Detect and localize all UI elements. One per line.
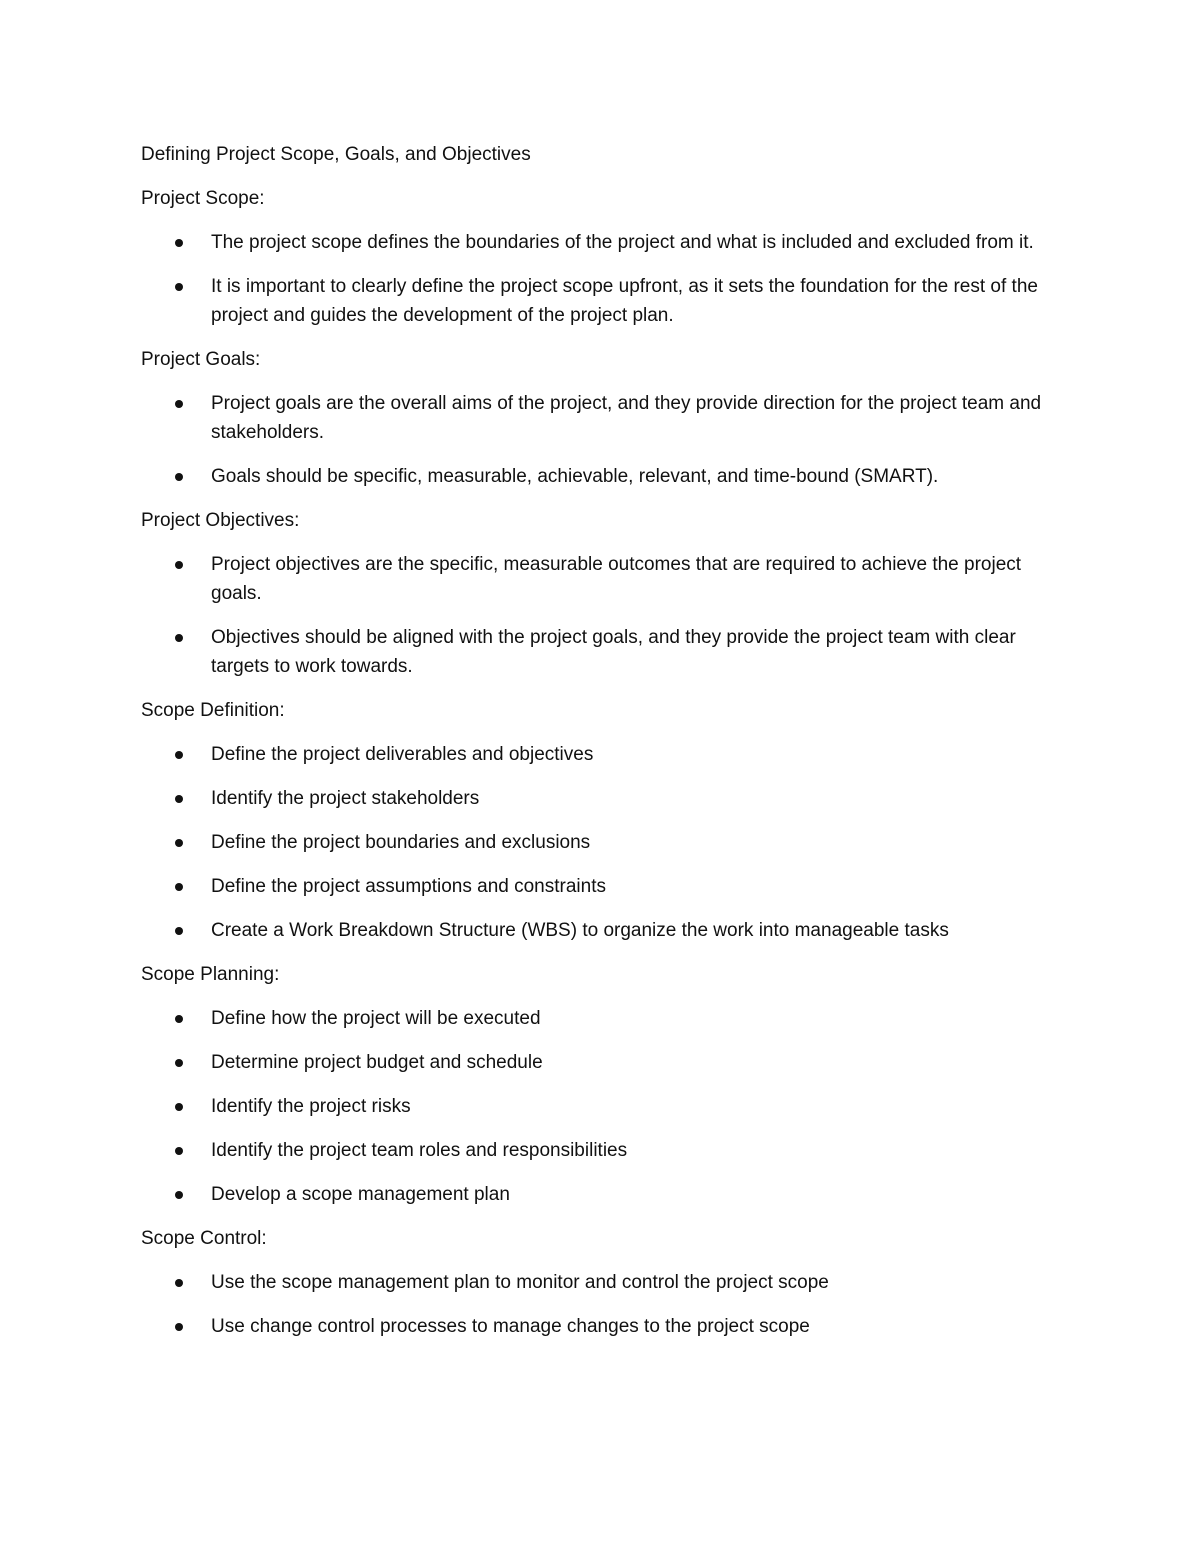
bullet-text: It is important to clearly define the project scope upfront, as it sets the foundation for the rest of the project and guides the development of the project plan. bbox=[211, 276, 1038, 326]
bullet-icon bbox=[175, 283, 183, 291]
bullet-text: Determine project budget and schedule bbox=[211, 1052, 543, 1073]
section-scope-planning bbox=[141, 960, 1071, 1209]
section-project-objectives bbox=[141, 506, 1071, 681]
bullet-item bbox=[141, 1048, 1071, 1077]
bullet-item bbox=[141, 228, 1071, 257]
bullet-text: Identify the project risks bbox=[211, 1096, 411, 1117]
bullet-list bbox=[141, 1268, 1071, 1341]
section-heading: Scope Definition: bbox=[141, 700, 285, 721]
bullet-item bbox=[141, 272, 1071, 330]
bullet-icon bbox=[175, 751, 183, 759]
bullet-text: Identify the project stakeholders bbox=[211, 788, 480, 809]
bullet-item bbox=[141, 550, 1071, 608]
bullet-icon bbox=[175, 839, 183, 847]
bullet-text: Project objectives are the specific, measurable outcomes that are required to achieve the project goals. bbox=[211, 554, 1022, 604]
section-scope-control bbox=[141, 1224, 1071, 1341]
bullet-text: Objectives should be aligned with the project goals, and they provide the project team with clear targets to work towards. bbox=[211, 627, 1016, 677]
bullet-item bbox=[141, 872, 1071, 901]
bullet-icon bbox=[175, 1279, 183, 1287]
bullet-list bbox=[141, 550, 1071, 681]
bullet-text: Goals should be specific, measurable, achievable, relevant, and time-bound (SMART). bbox=[211, 466, 939, 487]
bullet-item bbox=[141, 389, 1071, 447]
bullet-item bbox=[141, 1180, 1071, 1209]
bullet-icon bbox=[175, 883, 183, 891]
bullet-icon bbox=[175, 1147, 183, 1155]
bullet-icon bbox=[175, 634, 183, 642]
bullet-item bbox=[141, 623, 1071, 681]
section-project-scope bbox=[141, 184, 1071, 330]
bullet-text: Define the project assumptions and constraints bbox=[211, 876, 606, 897]
bullet-item bbox=[141, 784, 1071, 813]
bullet-text: Identify the project team roles and responsibilities bbox=[211, 1140, 628, 1161]
bullet-icon bbox=[175, 1323, 183, 1331]
bullet-text: Define the project boundaries and exclusions bbox=[211, 832, 591, 853]
section-project-goals bbox=[141, 345, 1071, 491]
section-heading: Scope Control: bbox=[141, 1228, 267, 1249]
bullet-item bbox=[141, 1312, 1071, 1341]
bullet-text: Use the scope management plan to monitor and control the project scope bbox=[211, 1272, 829, 1293]
bullet-icon bbox=[175, 400, 183, 408]
bullet-icon bbox=[175, 927, 183, 935]
bullet-item bbox=[141, 1268, 1071, 1297]
bullet-item bbox=[141, 1004, 1071, 1033]
bullet-icon bbox=[175, 561, 183, 569]
bullet-item bbox=[141, 1092, 1071, 1121]
bullet-icon bbox=[175, 473, 183, 481]
bullet-icon bbox=[175, 1015, 183, 1023]
bullet-text: Define the project deliverables and objectives bbox=[211, 744, 594, 765]
bullet-list bbox=[141, 1004, 1071, 1209]
bullet-list bbox=[141, 228, 1071, 330]
section-heading: Project Goals: bbox=[141, 349, 261, 370]
bullet-icon bbox=[175, 239, 183, 247]
document-title: Defining Project Scope, Goals, and Objectives bbox=[141, 144, 531, 165]
section-heading: Scope Planning: bbox=[141, 964, 280, 985]
document-body bbox=[141, 140, 1071, 1356]
bullet-icon bbox=[175, 1103, 183, 1111]
section-heading: Project Scope: bbox=[141, 188, 265, 209]
bullet-list bbox=[141, 740, 1071, 945]
bullet-text: Define how the project will be executed bbox=[211, 1008, 541, 1029]
bullet-text: Develop a scope management plan bbox=[211, 1184, 510, 1205]
bullet-text: Create a Work Breakdown Structure (WBS) to organize the work into manageable tasks bbox=[211, 920, 949, 941]
bullet-item bbox=[141, 740, 1071, 769]
bullet-item bbox=[141, 916, 1071, 945]
bullet-item bbox=[141, 462, 1071, 491]
bullet-icon bbox=[175, 1059, 183, 1067]
bullet-list bbox=[141, 389, 1071, 491]
bullet-text: Project goals are the overall aims of the project, and they provide direction for the project team and stakeholders. bbox=[211, 393, 1042, 443]
bullet-icon bbox=[175, 795, 183, 803]
section-scope-definition bbox=[141, 696, 1071, 945]
bullet-item bbox=[141, 1136, 1071, 1165]
bullet-text: The project scope defines the boundaries of the project and what is included and excluded from it. bbox=[211, 232, 1034, 253]
bullet-text: Use change control processes to manage changes to the project scope bbox=[211, 1316, 810, 1337]
section-heading: Project Objectives: bbox=[141, 510, 300, 531]
bullet-icon bbox=[175, 1191, 183, 1199]
bullet-item bbox=[141, 828, 1071, 857]
